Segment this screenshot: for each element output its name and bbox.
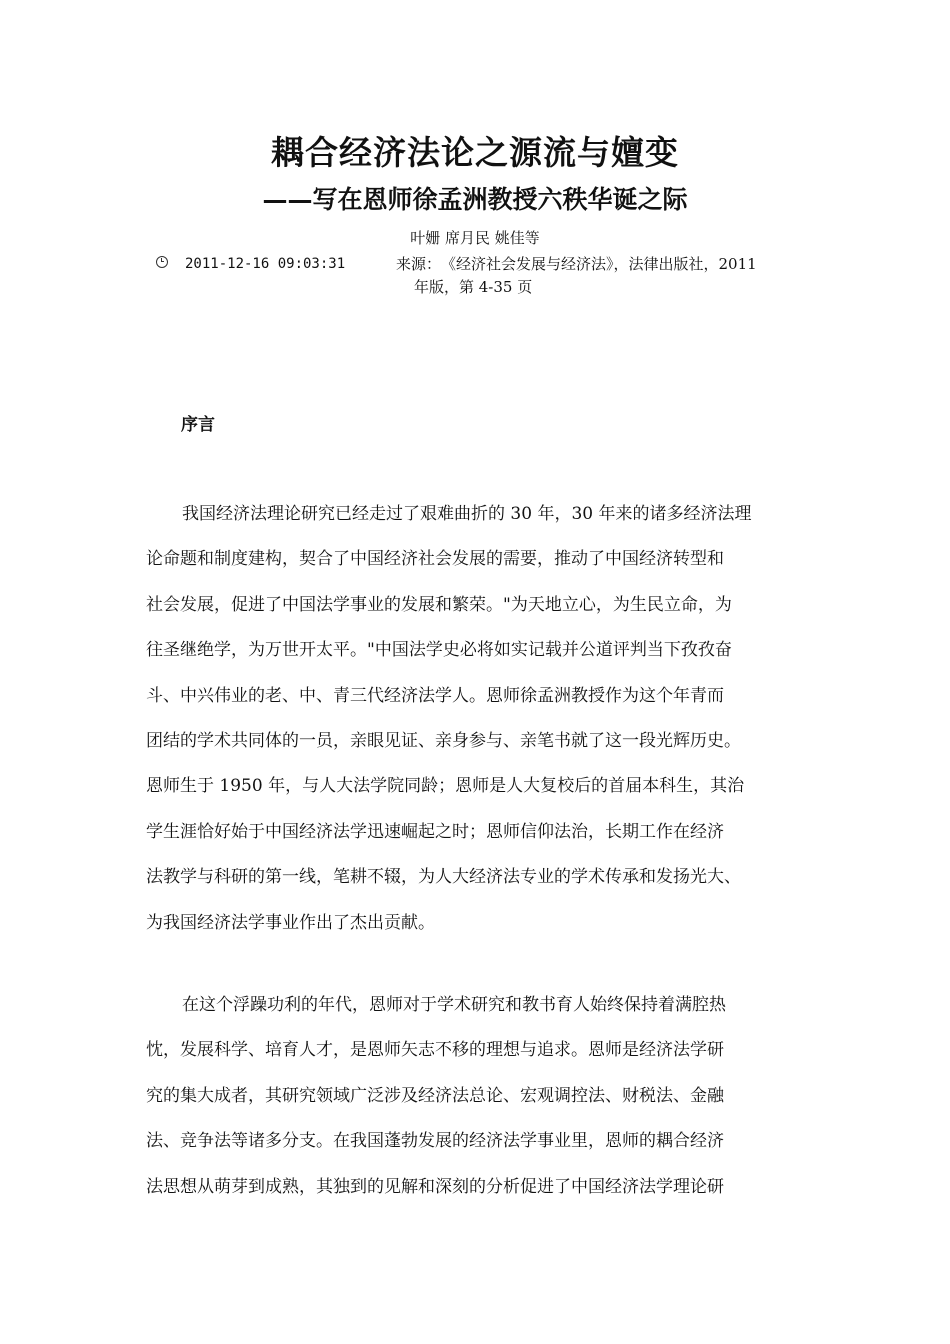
paragraph-line: 恩师生于 1950 年，与人大法学院同龄；恩师是人大复校后的首届本科生，其治 <box>146 776 745 797</box>
paragraph-line: 论命题和制度建构，契合了中国经济社会发展的需要，推动了中国经济转型和 <box>146 549 724 570</box>
paragraph-line: 往圣继绝学，为万世开太平。"中国法学史必将如实记载并公道评判当下孜孜奋 <box>146 640 732 661</box>
paragraph <box>146 983 812 1210</box>
paragraph-line: 团结的学术共同体的一员，亲眼见证、亲身参与、亲笔书就了这一段光辉历史。 <box>146 730 741 751</box>
document-authors: 叶姗 席月民 姚佳等 <box>410 229 540 247</box>
source-text: 《经济社会发展与经济法》，法律出版社，2011 <box>441 255 757 273</box>
paragraph-line: 法教学与科研的第一线，笔耕不辍，为人大经济法专业的学术传承和发扬光大、 <box>146 867 741 888</box>
section-heading: 序言 <box>181 415 215 435</box>
paragraph-line: 在这个浮躁功利的年代，恩师对于学术研究和教书育人始终保持着满腔热 <box>182 995 726 1015</box>
paragraph-line: 我国经济法理论研究已经走过了艰难曲折的 30 年，30 年来的诸多经济法理 <box>182 504 752 524</box>
paragraph-line: 斗、中兴伟业的老、中、青三代经济法学人。恩师徐孟洲教授作为这个年青而 <box>146 685 724 706</box>
paragraph-line: 法、竞争法等诸多分支。在我国蓬勃发展的经济法学事业里，恩师的耦合经济 <box>146 1131 724 1152</box>
paragraph-line: 为我国经济法学事业作出了杰出贡献。 <box>146 912 435 933</box>
paragraph-line: 法思想从萌芽到成熟，其独到的见解和深刻的分析促进了中国经济法学理论研 <box>146 1176 724 1197</box>
paragraph <box>146 492 812 946</box>
paragraph-line: 究的集大成者，其研究领域广泛涉及经济法总论、宏观调控法、财税法、金融 <box>146 1085 724 1106</box>
document-subtitle: ——写在恩师徐孟洲教授六秩华诞之际 <box>262 185 688 214</box>
paragraph-line: 学生涯恰好始于中国经济法学迅速崛起之时；恩师信仰法治，长期工作在经济 <box>146 821 724 842</box>
document-meta <box>148 253 818 299</box>
publish-datetime: 2011-12-16 09:03:31 <box>185 256 346 272</box>
document-title: 耦合经济法论之源流与嬗变 <box>271 133 679 172</box>
paragraph-line: 社会发展，促进了中国法学事业的发展和繁荣。"为天地立心，为生民立命，为 <box>146 594 732 615</box>
source-text-continued: 年版，第 4-35 页 <box>414 278 533 296</box>
paragraph-line: 忱，发展科学、培育人才，是恩师矢志不移的理想与追求。恩师是经济法学研 <box>146 1040 724 1061</box>
source-label: 来源： <box>396 255 442 273</box>
clock-icon <box>156 256 168 268</box>
